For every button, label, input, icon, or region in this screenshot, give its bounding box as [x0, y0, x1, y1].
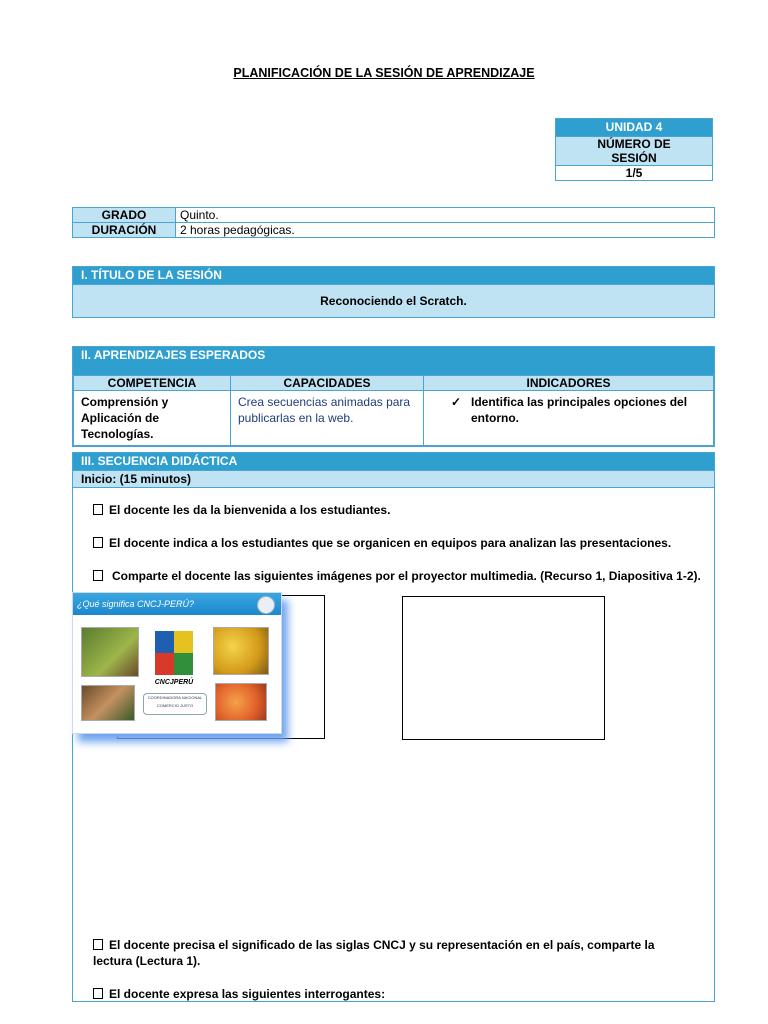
session-title: Reconociendo el Scratch. [73, 284, 714, 317]
checkbox-icon [93, 988, 103, 999]
page-title: PLANIFICACIÓN DE LA SESIÓN DE APRENDIZAJE [233, 66, 535, 80]
duracion-value: 2 horas pedagógicas. [176, 223, 715, 238]
bullet-text: El docente precisa el significado de las siglas CNCJ y su representación en el país, comparte la lectura (Lectura 1). [93, 938, 655, 968]
checkbox-icon [93, 939, 103, 950]
list-item [93, 568, 701, 584]
checkbox-icon [93, 570, 103, 581]
list-item [93, 937, 693, 969]
table-row [74, 391, 714, 446]
bullet-text: El docente expresa las siguientes interrogantes: [109, 987, 386, 1001]
farmer-photo [81, 627, 139, 677]
bullet-text: El docente les da la bienvenida a los estudiantes. [109, 503, 391, 517]
slide-image [72, 592, 282, 734]
section-header: II. APRENDIZAJES ESPERADOS [73, 347, 714, 375]
bullet-text: Comparte el docente las siguientes imágenes por el proyector multimedia. (Recurso 1, Diapositiva 1-2). [112, 569, 701, 583]
indicador-cell [424, 391, 714, 446]
slide-heading-text: ¿Qué significa CNCJ-PERÚ? [77, 599, 195, 609]
section-header: III. SECUENCIA DIDÁCTICA [73, 453, 714, 470]
grado-value: Quinto. [176, 208, 715, 223]
aprendizajes-table [73, 375, 714, 446]
checkbox-icon [93, 504, 103, 515]
check-icon: ✓ [451, 395, 462, 409]
info-table [72, 207, 715, 238]
list-item [93, 535, 671, 551]
grado-label: GRADO [73, 208, 176, 223]
capacidad-cell: Crea secuencias animadas para publicarlas en la web. [231, 391, 424, 446]
table-row [73, 208, 715, 223]
sesion-value: 1/5 [556, 165, 712, 180]
duracion-label: DURACIÓN [73, 223, 176, 238]
col-capacidades: CAPACIDADES [231, 376, 424, 391]
list-item [93, 986, 385, 1002]
slide-brand: CNCJPERÚ [154, 679, 194, 686]
slide-heading [73, 593, 281, 615]
checkbox-icon [93, 537, 103, 548]
section-titulo [72, 266, 715, 318]
col-indicadores: INDICADORES [424, 376, 714, 391]
col-competencia: COMPETENCIA [74, 376, 231, 391]
fruit-photo [213, 627, 269, 675]
fruit-photo [215, 683, 267, 721]
cncj-logo [155, 631, 193, 675]
table-header-row [74, 376, 714, 391]
list-item [93, 502, 390, 518]
numero-sesion-label: NÚMERO DE SESIÓN [556, 136, 712, 165]
inicio-label: Inicio: (15 minutos) [73, 470, 714, 488]
farmer-photo [81, 685, 135, 721]
section-header: I. TÍTULO DE LA SESIÓN [73, 267, 714, 284]
competencia-cell: Comprensión y Aplicación de Tecnologías. [74, 391, 231, 446]
section-aprendizajes [72, 346, 715, 447]
bullet-text: El docente indica a los estudiantes que se organicen en equipos para analizan las presentaciones. [109, 536, 672, 550]
slide-caption: COORDINADORA NACIONAL COMERCIO JUSTO [143, 693, 207, 715]
unidad-header: UNIDAD 4 [556, 119, 712, 136]
indicador-text: Identifica las principales opciones del entorno. [471, 395, 688, 425]
logo-icon [257, 596, 275, 614]
image-frame [402, 596, 605, 740]
table-row [73, 223, 715, 238]
unidad-box [555, 118, 713, 181]
